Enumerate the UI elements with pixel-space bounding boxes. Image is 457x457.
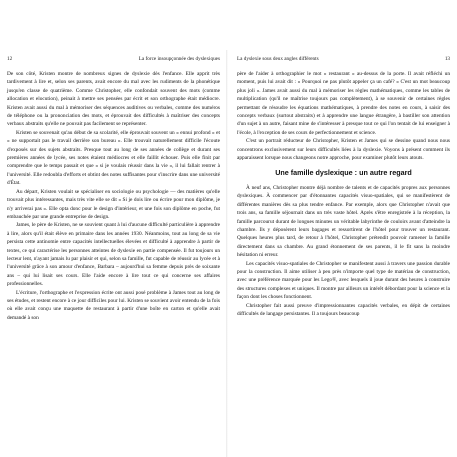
paragraph: père de l'aider à orthographier le mot « restaurant » au-dessus de la porte. Il avait réfléchi un moment, puis lui avait dit : « Pourquoi ne pas plutôt appeler ça un café? » C'est un mot beaucoup plus joli ». James avait aussi du mal à mémoriser les règles mathématiques, comme les tables de multiplication (qu'il ne maîtrise toujours pas complètement), à se souvenir de certaines règles permettant de résoudre les équations mathématiques, à prendre des notes en cours, à saisir des concepts verbaux (surtout abstraits) et à apprendre une langue étrangère, à bastiller son attention d'un sujet à un autre, faisant mine de s'intéresser à presque tout ce qui l'on tentait de lui enseigner à l'école, à l'exception de ses cours de perfectionnement et science.: [237, 71, 450, 136]
paragraph: Au départ, Kristen voulait se spécialiser en sociologie ou psychologie — des matières qu'elle trouvait plus intéressantes, mais très vite elle se dit « Si je dois lire ou écrire pour mon diplôme, je n'y arriverai pas ». Elle opta donc pour le design d'intérieur, et une fois son diplôme en poche, fut embauchée par une grande entreprise de design.: [7, 188, 220, 220]
left-page-number: 12: [7, 56, 13, 62]
paragraph: L'écriture, l'orthographe et l'expression écrite ont aussi posé problème à James tout au long de ses études, et restent encore à ce jour difficiles pour lui. Kristen se souvient avoir entendu de la fois où elle avait conçu une maquette de restaurant à partir d'une boîte en carton et qu'elle avait demandé à son: [7, 289, 220, 321]
book-gutter: [226, 50, 228, 457]
paragraph: C'est un portrait réducteur de Christopher, Kristen et James qui se dessine quand nous nous concentrons exclusivement sur leurs difficultés liées à la dyslexie. Voyons à présent comment ils apparaissent lorsque nous changeons notre approche, pour examiner plutôt leurs atouts.: [237, 138, 450, 162]
left-page-header: [7, 56, 220, 62]
right-page-body: [237, 70, 450, 318]
section-heading: Une famille dyslexique : un autre regard: [275, 168, 412, 178]
paragraph: De son côté, Kristen montre de nombreux signes de dyslexie dès l'enfance. Elle apprit très tardivement à lire et, selon ses parents, avait encore du mal avec les rudiments de la phonétique jusqu'en classe de quatrième. Comme Christopher, elle confondait souvent des mots (comme allocation et elocution), peinait à mettre ses pensées par écrit et son orthographe était médiocre. Kristen avait aussi du mal à mémoriser des séquences auditives ou verbales, comme des numéros de téléphone ou la prononciation des mots, et éprouvait des difficultés à maîtriser des concepts verbaux abstraits qu'elle ne pouvait pas facilement se représenter.: [7, 71, 220, 128]
left-running-title: La force insoupçonnée des dyslexiques: [138, 56, 220, 62]
right-page-header: [237, 56, 450, 62]
right-running-title: La dyslexie sous deux angles différents: [237, 56, 319, 62]
paragraph: James, le père de Kristen, ne se souvient quant à lui d'aucune difficulté particulière à apprendre à lire, alors qu'il était élève en primaire dans les années 1930. Néanmoins, tout au long de sa vie persista cette antinomie entre capacités intellectuelles élevées et difficulté à apprendre à partir de textes, ce qui caractérise les personnes atteintes de dyslexie en partie compensée. Il fut toujours un lecteur lent, n'ayant jamais lu par plaisir et qui, selon sa famille, fut capable de réussir au lycée et à l'université grâce à son amour d'enfance, Barbara – aujourd'hui sa femme depuis près de soixante ans – qui lui lisait ses cours. Elle l'aide encore à lire tout ce qui concerne ses affaires professionnelles.: [7, 222, 220, 288]
paragraph: Les capacités visuo-spatiales de Christopher se manifestent aussi à travers une passion durable pour la construction. Il aime utiliser à peu près n'importe quel type de matériau de construction, avec une préférence marquée pour les Lego®, avec lesquels il joue durant des heures à construire des structures complexes et uniques. Il montre par ailleurs un intérêt débordant pour la science et la façon dont les choses fonctionnent.: [237, 260, 450, 301]
paragraph: À neuf ans, Christopher montre déjà nombre de talents et de capacités propres aux personnes dyslexiques. À commencer par d'étonnantes capacités visuo-spatiales, qui se manifestèrent de différentes manières dès sa plus tendre enfance. Par exemple, alors que Christopher n'avait que trois ans, sa famille séjournait dans un très vaste hôtel. Après s'être enregistrée à la réception, la famille parcourut durant de longues minutes un véritable labyrinthe de couloirs avant d'atteindre la chambre. Ils y déposèrent leurs bagages et ressortirent de l'hôtel pour trouver un restaurant. Quelques heures plus tard, de retour à l'hôtel, Christopher prétendit pouvoir ramener la famille directement dans sa chambre. Au grand étonnement de ses parents, il le fit sans la moindre hésitation ni erreur.: [237, 184, 450, 259]
right-page-number: 13: [444, 56, 450, 62]
left-page-body: [7, 70, 220, 322]
paragraph: Christopher fait aussi preuve d'impressionnantes capacités verbales, en dépit de certaines difficultés de langage persistantes. Il a toujours beaucoup: [237, 302, 450, 317]
paragraph: Kristen se souvenait qu'au début de sa scolarité, elle éprouvait souvent un « ennui profond » et « ne supportait pas le travail derrière son bureau ». Elle trouvait naturellement difficile l'écoute d'exposés sur des sujets abstraits. Presque tout au long de ses années de collège et durant ses premières années de lycée, ses notes étaient médiocres et elle faillit échouer. Puis elle finit par comprendre que le temps passait et que « si je voulais réussir dans la vie », il lui fallait rentrer à l'université. Elle redoubla d'efforts et obtint des notes suffisantes pour s'inscrire dans une université d'État.: [7, 129, 220, 187]
